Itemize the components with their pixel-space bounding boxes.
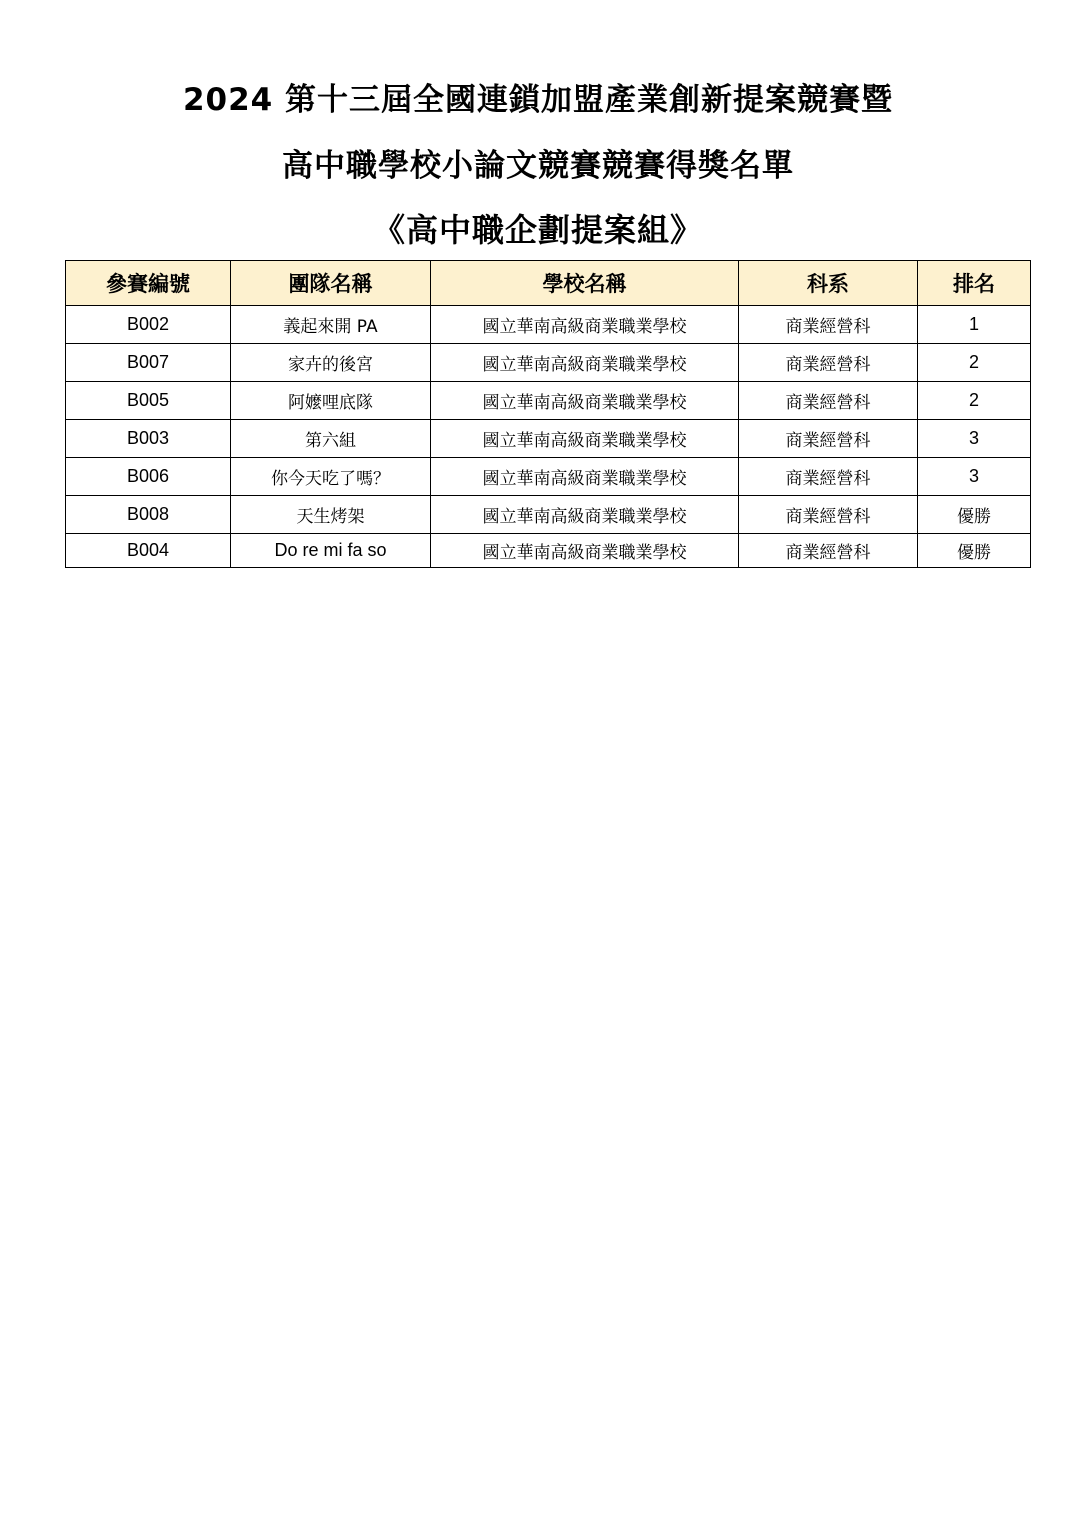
cell-rank: 2: [918, 382, 1031, 420]
header-department: 科系: [739, 261, 918, 306]
cell-entry-number: B002: [66, 306, 231, 344]
cell-team-name: 阿嬤哩底隊: [231, 382, 431, 420]
cell-entry-number: B005: [66, 382, 231, 420]
cell-rank: 1: [918, 306, 1031, 344]
cell-rank: 2: [918, 344, 1031, 382]
cell-team-name: Do re mi fa so: [231, 534, 431, 568]
cell-school-name: 國立華南高級商業職業學校: [431, 534, 739, 568]
cell-school-name: 國立華南高級商業職業學校: [431, 344, 739, 382]
cell-rank: 優勝: [918, 496, 1031, 534]
awards-table: [65, 260, 1031, 568]
cell-team-name: 家卉的後宮: [231, 344, 431, 382]
table-row: [66, 496, 1031, 534]
table-row: [66, 344, 1031, 382]
title-line-3: 《高中職企劃提案組》: [372, 211, 703, 249]
table-row: [66, 458, 1031, 496]
cell-department: 商業經營科: [739, 420, 918, 458]
cell-rank: 3: [918, 420, 1031, 458]
table-row: [66, 306, 1031, 344]
cell-department: 商業經營科: [739, 306, 918, 344]
cell-team-name: 義起來開 PA: [231, 306, 431, 344]
cell-school-name: 國立華南高級商業職業學校: [431, 420, 739, 458]
header-rank: 排名: [918, 261, 1031, 306]
title-line-1: 2024 第十三屆全國連鎖加盟產業創新提案競賽暨: [182, 82, 894, 118]
cell-department: 商業經營科: [739, 382, 918, 420]
cell-entry-number: B006: [66, 458, 231, 496]
cell-team-name: 你今天吃了嗎？: [231, 458, 431, 496]
cell-department: 商業經營科: [739, 534, 918, 568]
cell-team-name: 第六組: [231, 420, 431, 458]
header-school-name: 學校名稱: [431, 261, 739, 306]
cell-entry-number: B007: [66, 344, 231, 382]
cell-department: 商業經營科: [739, 496, 918, 534]
cell-entry-number: B003: [66, 420, 231, 458]
cell-school-name: 國立華南高級商業職業學校: [431, 382, 739, 420]
cell-rank: 3: [918, 458, 1031, 496]
header-team-name: 團隊名稱: [231, 261, 431, 306]
cell-rank: 優勝: [918, 534, 1031, 568]
cell-department: 商業經營科: [739, 344, 918, 382]
table-row: [66, 534, 1031, 568]
cell-school-name: 國立華南高級商業職業學校: [431, 306, 739, 344]
table-row: [66, 382, 1031, 420]
table-header-row: [66, 261, 1031, 306]
cell-department: 商業經營科: [739, 458, 918, 496]
cell-school-name: 國立華南高級商業職業學校: [431, 496, 739, 534]
table-row: [66, 420, 1031, 458]
cell-school-name: 國立華南高級商業職業學校: [431, 458, 739, 496]
cell-team-name: 天生烤架: [231, 496, 431, 534]
cell-entry-number: B008: [66, 496, 231, 534]
header-entry-number: 參賽編號: [66, 261, 231, 306]
cell-entry-number: B004: [66, 534, 231, 568]
title-line-2: 高中職學校小論文競賽競賽得獎名單: [282, 148, 794, 184]
